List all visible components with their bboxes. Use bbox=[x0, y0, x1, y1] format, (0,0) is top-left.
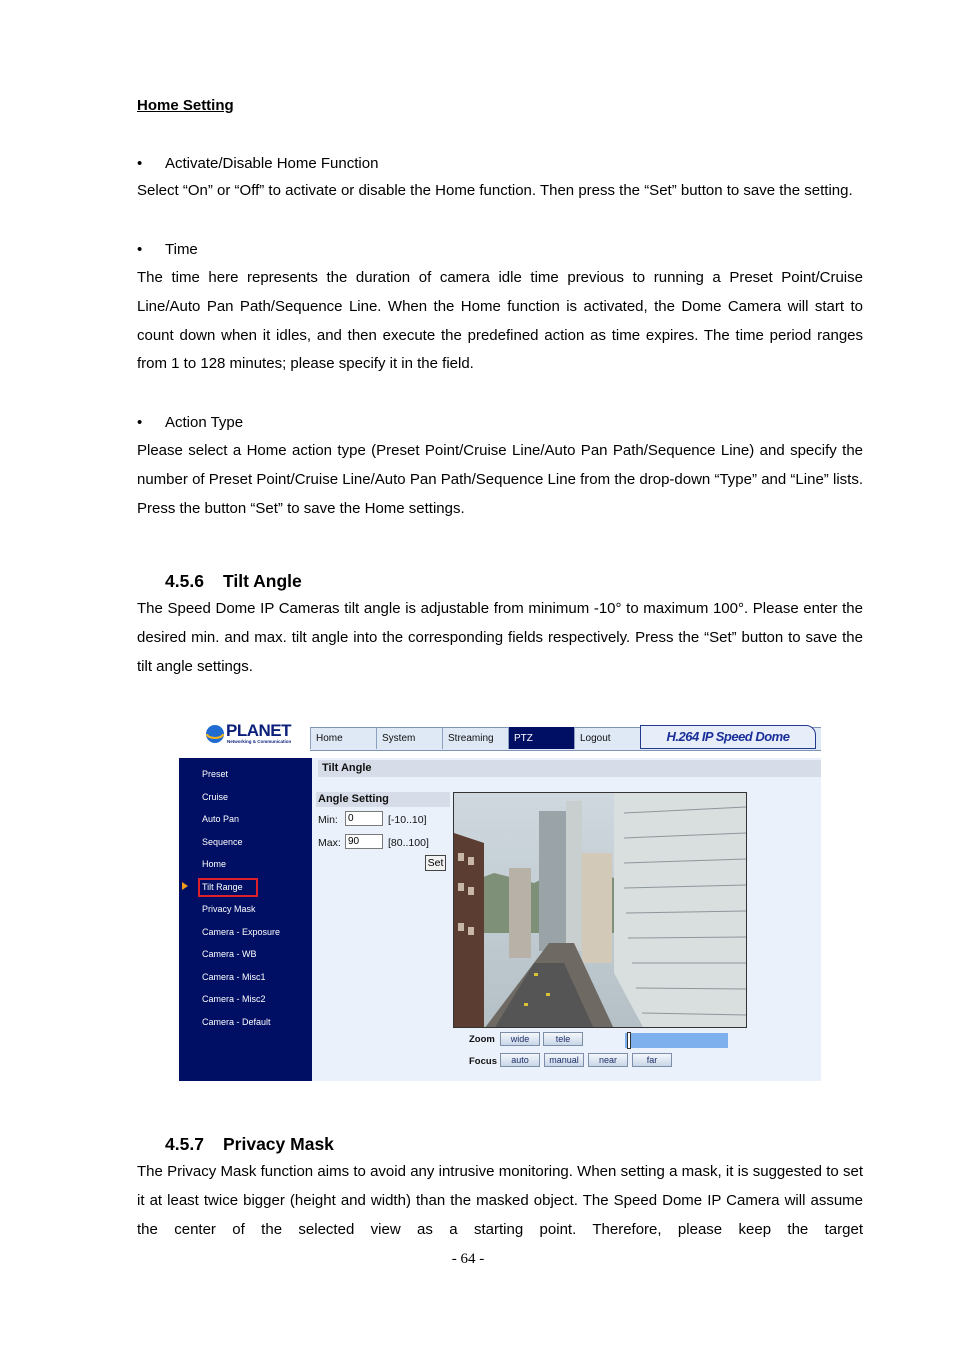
paragraph: The Speed Dome IP Cameras tilt angle is adjustable from minimum -10° to maximum 100°. Please enter the desired min. and max. tilt angle into the corresponding fields respectively. Press the “Set” button to save the tilt angle settings. bbox=[137, 600, 863, 675]
bullet-item: • Action Type bbox=[137, 414, 244, 431]
bullet-text: Time bbox=[165, 241, 198, 258]
paragraph: Please select a Home action type (Preset Point/Cruise Line/Auto Pan Path/Sequence Line) and specify the number of Preset Point/Cruise Line/Auto Pan Path/Sequence Line from the drop-down “Type” and “Line” lists. Press the button “Set” to save the Home settings. bbox=[137, 442, 863, 517]
logo-subtext: Networking & Communication bbox=[227, 739, 292, 744]
max-range: [80..100] bbox=[388, 837, 429, 849]
paragraph: The Privacy Mask function aims to avoid any intrusive monitoring. When setting a mask, it is suggested to set it at least twice bigger (height and width) than the masked object. The Speed Dome IP Camera will assume the center of the selected view as a starting point. Therefore, please keep the target bbox=[137, 1163, 863, 1238]
tab-streaming[interactable]: Streaming bbox=[442, 727, 508, 749]
bullet-text: Activate/Disable Home Function bbox=[165, 155, 379, 172]
menu-item-preset[interactable]: Preset bbox=[202, 769, 229, 779]
section-title-text: Tilt Angle bbox=[223, 571, 302, 591]
bullet-text: Action Type bbox=[165, 414, 244, 431]
section-number: 4.5.6 bbox=[165, 571, 204, 591]
logo-text: PLANET bbox=[226, 721, 291, 740]
menu-item-cruise[interactable]: Cruise bbox=[202, 792, 229, 802]
menu-item-home[interactable]: Home bbox=[202, 859, 227, 869]
ui-screenshot bbox=[179, 717, 821, 1081]
menu-item-camera-default[interactable]: Camera - Default bbox=[202, 1017, 271, 1027]
zoom-slider-handle[interactable] bbox=[627, 1032, 631, 1049]
zoom-label: Zoom bbox=[469, 1034, 495, 1045]
section-title bbox=[165, 1134, 334, 1155]
camera-video-view bbox=[453, 792, 747, 1028]
min-input[interactable]: 0 bbox=[345, 811, 383, 826]
menu-item-camera-exposure[interactable]: Camera - Exposure bbox=[202, 927, 281, 937]
menu-item-tilt-range[interactable]: Tilt Range bbox=[202, 882, 243, 892]
focus-manual-button[interactable]: manual bbox=[544, 1053, 584, 1067]
group-title: Angle Setting bbox=[318, 793, 389, 805]
section-title bbox=[165, 571, 302, 592]
set-button[interactable]: Set bbox=[425, 855, 446, 871]
min-label: Min: bbox=[318, 814, 338, 826]
tab-ptz[interactable]: PTZ bbox=[508, 727, 574, 749]
city-street-image bbox=[454, 793, 747, 1028]
paragraph: Select “On” or “Off” to activate or disable the Home function. Then press the “Set” button to save the setting. bbox=[137, 182, 853, 199]
menu-item-camera-misc2[interactable]: Camera - Misc2 bbox=[202, 994, 266, 1004]
zoom-tele-button[interactable]: tele bbox=[543, 1032, 583, 1046]
section-number: 4.5.7 bbox=[165, 1134, 204, 1154]
menu-item-camera-misc1[interactable]: Camera - Misc1 bbox=[202, 972, 266, 982]
page-title-bar bbox=[318, 760, 821, 777]
product-brand: H.264 IP Speed Dome bbox=[640, 725, 816, 749]
bullet-item: • Activate/Disable Home Function bbox=[137, 155, 379, 172]
min-range: [-10..10] bbox=[388, 814, 427, 826]
focus-near-button[interactable]: near bbox=[588, 1053, 628, 1067]
bullet-item: • Time bbox=[137, 241, 198, 258]
zoom-slider[interactable] bbox=[625, 1033, 728, 1048]
focus-far-button[interactable]: far bbox=[632, 1053, 672, 1067]
menu-item-auto-pan[interactable]: Auto Pan bbox=[202, 814, 240, 824]
page-title: Tilt Angle bbox=[322, 762, 372, 774]
menu-item-privacy-mask[interactable]: Privacy Mask bbox=[202, 904, 256, 914]
paragraph: The time here represents the duration of camera idle time previous to running a Preset Point/Cruise Line/Auto Pan Path/Sequence Line. When the Home function is activated, the Dome Camera will start to count down when it idles, and then execute the predefined action as time expires. The time period ranges from 1 to 128 minutes; please specify it in the field. bbox=[137, 269, 863, 373]
menu-item-sequence[interactable]: Sequence bbox=[202, 837, 243, 847]
page-number: - 64 - bbox=[451, 1251, 485, 1267]
menu-item-camera-wb[interactable]: Camera - WB bbox=[202, 949, 257, 959]
max-input[interactable]: 90 bbox=[345, 834, 383, 849]
focus-label: Focus bbox=[469, 1056, 497, 1067]
focus-auto-button[interactable]: auto bbox=[500, 1053, 540, 1067]
section-title-text: Privacy Mask bbox=[223, 1134, 334, 1154]
section-heading: Home Setting bbox=[137, 97, 234, 114]
sidebar bbox=[179, 758, 312, 1081]
group-header bbox=[316, 792, 450, 807]
zoom-wide-button[interactable]: wide bbox=[500, 1032, 540, 1046]
tab-system[interactable]: System bbox=[376, 727, 442, 749]
tab-logout[interactable]: Logout bbox=[574, 727, 640, 749]
max-label: Max: bbox=[318, 837, 341, 849]
arrow-right-icon bbox=[182, 882, 188, 890]
planet-logo bbox=[179, 717, 310, 758]
tab-home[interactable]: Home bbox=[310, 727, 376, 749]
